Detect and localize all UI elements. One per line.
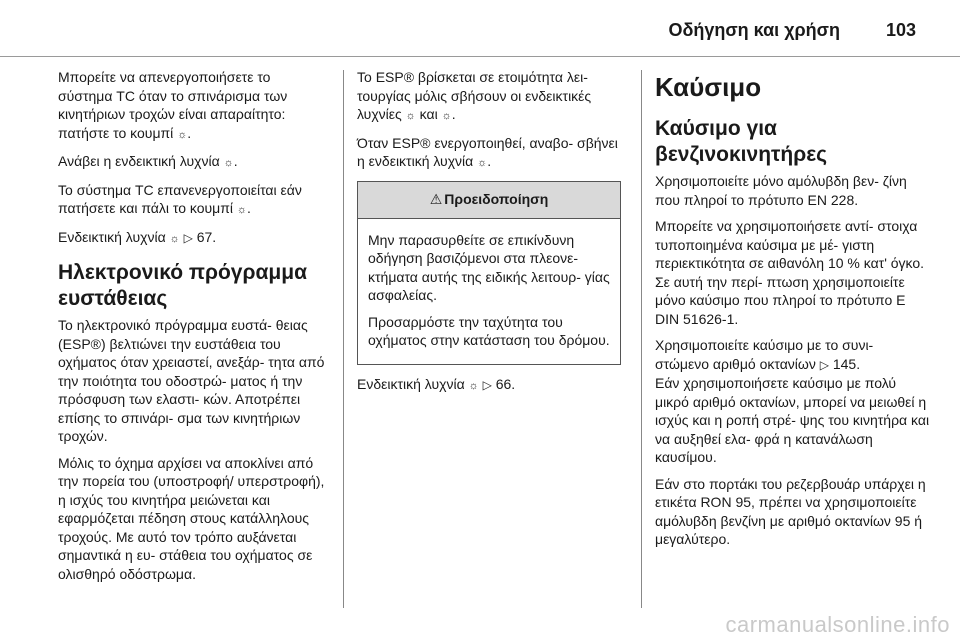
warning-box [357,181,621,365]
page-reference[interactable]: 66. [495,375,516,392]
paragraph: Χρησιμοποιείτε καύσιμο με το συνι- στώμενο αριθμό οκτανίων ▷ 145. Εάν χρησιμοποιήσετε καύσιμο με πολύ μικρό αριθμό οκτανίων, μπορεί να μειωθεί η ισχύς και η ροπή στρέ- ψης του κινητήρα και να αυξηθεί ελα- φρά η κατανάλωση καυσίμου. [655,337,930,465]
header-divider [0,56,960,57]
page-reference-arrow-icon: ▷ [819,357,829,372]
warning-body [358,219,620,364]
paragraph: Χρησιμοποιείτε μόνο αμόλυβδη βεν- ζίνη που πληροί το πρότυπο EN 228. [655,173,907,208]
traction-indicator-icon: ☼ [441,110,452,122]
column-1 [58,68,326,591]
warning-header [358,182,620,219]
page-reference-arrow-icon: ▷ [482,377,492,392]
warning-title: Προειδοποίηση [444,191,549,208]
page-reference[interactable]: 67. [196,228,217,245]
chapter-heading: Καύσιμο [655,72,762,102]
paragraph: Ανάβει η ενδεικτική λυχνία ☼. [58,153,238,169]
paragraph: Ενδεικτική λυχνία ☼ ▷ 67. [58,228,217,245]
running-title: Οδήγηση και χρήση [668,20,840,40]
traction-indicator-icon: ☼ [236,204,247,216]
page-header [0,0,960,56]
watermark: carmanualsonline.info [725,612,950,637]
section-heading: Καύσιμο για βενζινοκινητήρες [655,117,828,166]
paragraph: Εάν στο πορτάκι του ρεζερβουάρ υπάρχει η ετικέτα RON 95, πρέπει να χρησιμοποιείτε αμόλυβδη βενζίνη με αριθμό οκτανίων 95 ή μεγαλύτερο. [655,475,926,547]
page-reference-arrow-icon: ▷ [183,230,193,245]
traction-indicator-icon: ☼ [169,232,180,245]
paragraph: Προσαρμόστε την ταχύτητα του οχήματος στην κατάσταση του δρόμου. [368,313,610,348]
paragraph: Μπορείτε να απενεργοποιήσετε το σύστημα TC όταν το σπινάρισμα των κινητήριων τροχών είναι απαραίτητο: πατήστε το κουμπί ☼. [58,69,288,141]
paragraph: Το σύστημα TC επανενεργοποιείται εάν πατήσετε και πάλι το κουμπί ☼. [58,181,302,216]
traction-indicator-icon: ☼ [177,128,188,141]
paragraph: Όταν ESP® ενεργοποιηθεί, αναβο- σβήνει η ενδεικτική λυχνία ☼. [357,134,618,169]
paragraph: Μην παρασυρθείτε σε επικίνδυνη οδήγηση βασιζόμενοι στα πλεονε- κτήματα αυτής της ειδικής λειτουρ- γίας ασφαλείας. [368,231,610,303]
paragraph: Μπορείτε να χρησιμοποιήσετε αντί- στοιχα τυποποιημένα καύσιμα με μέ- γιστη περιεκτικότητα σε αιθανόλη 10 % κατ' όγκο. Σε αυτή την περί- πτωση χρησιμοποιείτε μόνο καύσιμο που πληροί το πρότυπο E DIN 51626-1. [655,218,925,327]
column-2 [357,68,625,403]
warning-icon: ⚠ [429,191,443,208]
page-reference[interactable]: 145. [832,355,861,372]
column-3 [655,68,930,557]
column-divider [641,70,642,608]
paragraph: Το ηλεκτρονικό πρόγραμμα ευστά- θειας (ESP®) βελτιώνει την ευστάθεια του οχήματος όταν χρειαστεί, ανεξάρ- τητα από την ποιότητα του οδοστρώ- ματος ή την πρόσφυση των ελαστι- κών. Αποτρέπει επίσης το σπινάρι- σμα των κινητήριων τροχών. [58,317,325,444]
column-divider [343,70,344,608]
esp-indicator-icon: ☼ [477,157,488,169]
paragraph: Μόλις το όχημα αρχίσει να αποκλίνει από την πορεία του (υποστροφή/ υπερστροφή), η ισχύς του κινητήρα μειώνεται και εφαρμόζεται πέδηση στους κατάλληλους τροχούς. Με αυτό τον τρόπο αυξάνεται σημαντικά η ευ- στάθεια του οχήματος σε ολισθηρό οδόστρωμα. [58,454,325,582]
esp-indicator-icon: ☼ [405,110,416,122]
esp-indicator-icon: ☼ [468,379,479,392]
traction-indicator-icon: ☼ [223,157,234,169]
section-heading: Ηλεκτρονικό πρόγραμμα ευστάθειας [58,261,307,310]
page-number: 103 [885,20,916,40]
paragraph: Το ESP® βρίσκεται σε ετοιμότητα λει- τουργίας μόλις σβήσουν οι ενδεικτικές λυχνίες ☼ και ☼. [357,69,592,122]
paragraph: Ενδεικτική λυχνία ☼ ▷ 66. [357,375,516,392]
